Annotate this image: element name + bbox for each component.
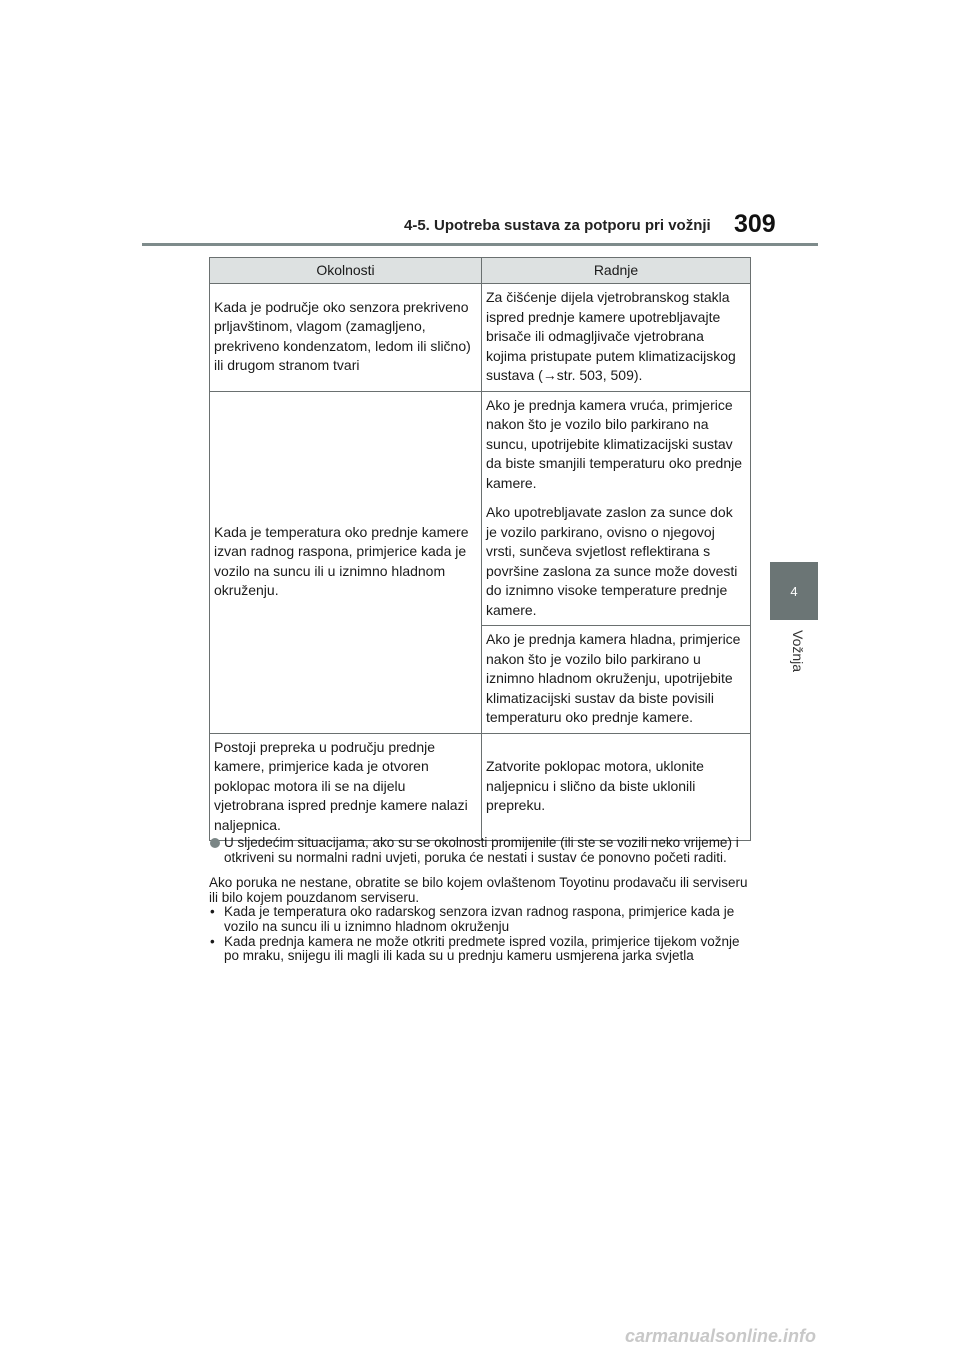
table-row: [210, 284, 751, 392]
list-item: [209, 905, 754, 934]
table-row: [210, 733, 751, 841]
condition-list: [209, 905, 754, 963]
table-header-row: [210, 258, 751, 284]
action-paragraph: Ako je prednja kamera vruća, primjerice nakon što je vozilo bilo parkirano na suncu, upotrijebite klimatizacijski sustav da biste smanjili temperaturu oko prednje kamere.: [486, 396, 743, 491]
watermark: carmanualsonline.info: [625, 1326, 817, 1346]
action-cell: Za čišćenje dijela vjetrobranskog stakla ispred prednje kamere upotrebljavajte brisače ili odmagljivače vjetrobrana kojima pristupate putem klimatizacijskog sustava (→str. 503, 509).: [482, 284, 751, 392]
column-header-conditions: Okolnosti: [210, 258, 482, 284]
column-header-actions: Radnje: [482, 258, 751, 284]
page-number: 309: [734, 210, 776, 238]
conditions-table: [209, 257, 751, 841]
list-item-text: Kada je temperatura oko radarskog senzora izvan radnog raspona, primjerice kada je vozilo na suncu ili u iznimno hladnom okruženju: [224, 904, 735, 934]
action-cell: [482, 391, 751, 626]
list-item: [209, 935, 754, 964]
chapter-tab: [770, 562, 818, 620]
section-title: 4-5. Upotreba sustava za potporu pri vožnji: [404, 217, 711, 234]
list-bullet: •: [210, 933, 215, 949]
header-rule: [142, 243, 818, 246]
list-item-text: Kada prednja kamera ne može otkriti predmete ispred vozila, primjerice tijekom vožnje po mraku, snijegu ili magli ili kada su u prednju kameru usmjerena jarka svjetla: [224, 933, 740, 964]
action-paragraph: Ako upotrebljavate zaslon za sunce dok je vozilo parkirano, ovisno o njegovoj vrsti, sunčeva svjetlost reflektirana s površine zaslona za sunce može dovesti do iznimno visoke temperature prednje kamere.: [486, 504, 738, 618]
condition-cell: Kada je područje oko senzora prekriveno prljavštinom, vlagom (zamagljeno, prekriveno kondenzatom, ledom ili slično) ili drugom stranom tvari: [210, 284, 482, 392]
body-text: [209, 836, 754, 964]
note-paragraph: [209, 836, 754, 865]
action-cell: Ako je prednja kamera hladna, primjerice nakon što je vozilo bilo parkirano u iznimno hladnom okruženju, upotrijebite klimatizacijski sustav da biste povisili temperaturu oko prednje kamere.: [482, 626, 751, 734]
after-note-paragraph: Ako poruka ne nestane, obratite se bilo kojem ovlaštenom Toyotinu prodavaču ili serviseru ili bilo kojem pouzdanom serviseru.: [209, 875, 748, 905]
condition-cell: Kada je temperatura oko prednje kamere izvan radnog raspona, primjerice kada je vozilo na suncu ili u iznimno hladnom okruženju.: [210, 391, 482, 733]
chapter-label: Vožnja: [790, 630, 806, 673]
note-bullet-icon: [210, 838, 220, 848]
note-text: U sljedećim situacijama, ako su se okolnosti promijenile (ili ste se vozili neko vrijeme) i otkriveni su normalni radni uvjeti, poruka će nestati i sustav će ponovno početi raditi.: [224, 835, 739, 865]
action-cell: Zatvorite poklopac motora, uklonite naljepnicu i slično da biste uklonili prepreku.: [482, 733, 751, 841]
condition-cell: Postoji prepreka u području prednje kamere, primjerice kada je otvoren poklopac motora ili se na dijelu vjetrobrana ispred prednje kamere nalazi naljepnica.: [210, 733, 482, 841]
list-bullet: •: [210, 904, 215, 920]
chapter-number: 4: [790, 583, 798, 599]
table-row: [210, 391, 751, 626]
